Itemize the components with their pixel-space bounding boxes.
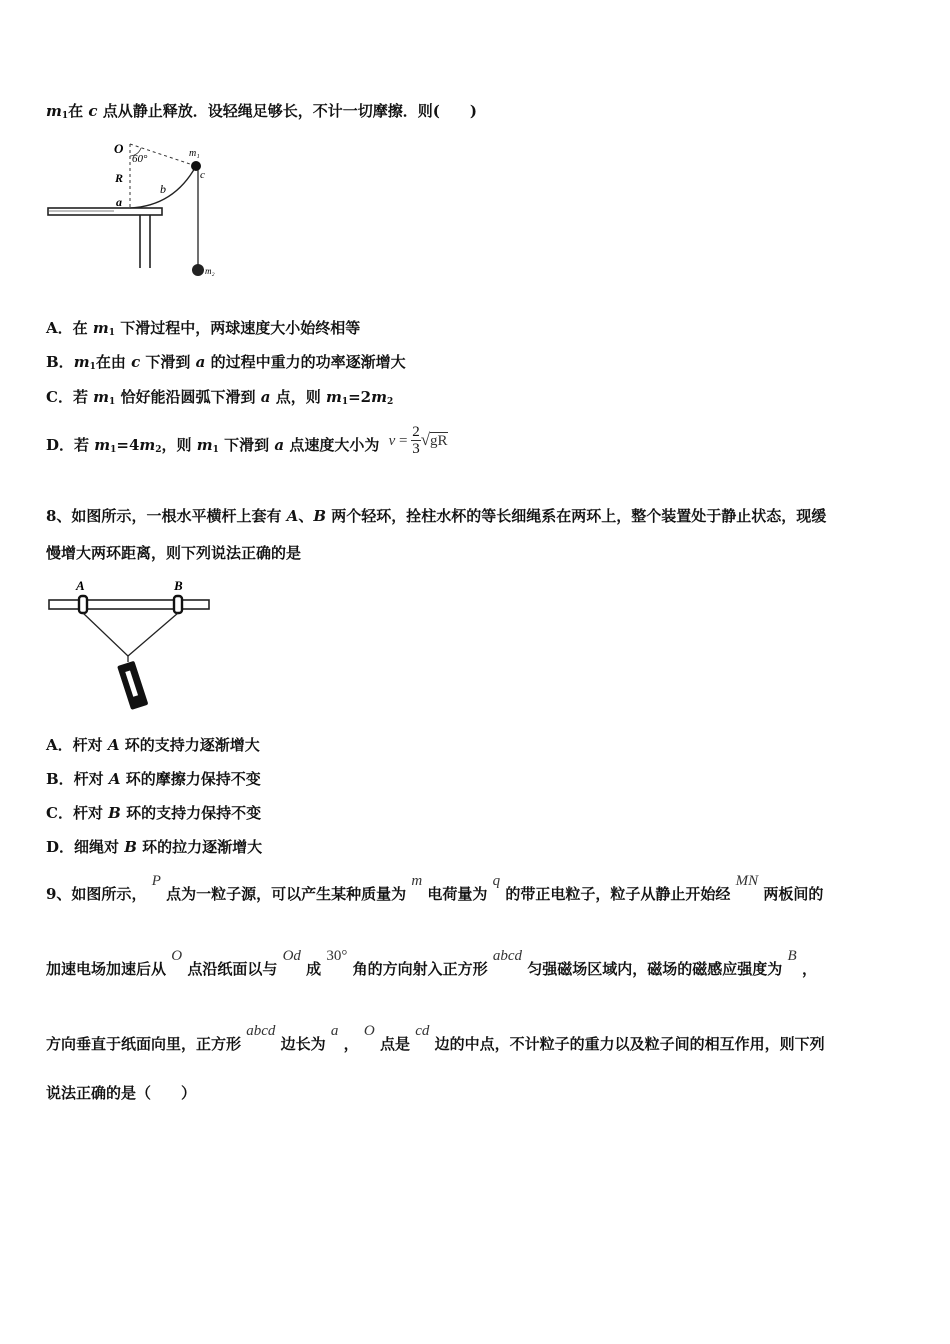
label-b: b (160, 182, 166, 196)
ring-b (174, 596, 182, 613)
label-R: R (115, 171, 124, 185)
ring-a (79, 596, 87, 613)
cup (117, 661, 148, 710)
q8-stem-line1: 8、如图所示，一根水平横杆上套有 A、B 两个轻环，拴柱水杯的等长细绳系在两环上，整个装置处于静止状态，现缓 (46, 507, 827, 525)
label-O: O (114, 141, 124, 156)
q7-figure (44, 136, 244, 282)
q8-option-b: B．杆对 A 环的摩擦力保持不变 (46, 770, 261, 788)
label-m2: m₂ (205, 266, 215, 276)
label-B: B (174, 578, 183, 593)
q7-option-c: C．若 $m_1$ 恰好能沿圆弧下滑到 a 点，则 $m_1=2m_2$ (46, 388, 394, 407)
q7-option-a: A．在 $m_1$ 下滑过程中，两球速度大小始终相等 (46, 319, 361, 338)
label-A: A (76, 578, 85, 593)
label-a: a (116, 195, 122, 209)
q8-stem-line2: 慢增大两环距离，则下列说法正确的是 (46, 544, 302, 562)
velocity-formula: v = $\frac{2}{3}$ √gR (388, 424, 448, 457)
fraction: $\frac{2}{3}$ (412, 424, 420, 457)
q7-option-b: B．$m_1$在由 c 下滑到 a 的过程中重力的功率逐渐增大 (46, 353, 406, 372)
q7-option-d: D．若 $m_1=4m_2$，则 $m_1$ 下滑到 a 点速度大小为 v = $\frac{2}{3}$ √gR (46, 423, 448, 472)
q9-stem-line2: 加速电场加速后从 O 点沿纸面以与 Od 成 30° 角的方向射入正方形 abcd 匀强磁场区域内，磁场的磁感应强度为 B ， (46, 948, 817, 978)
q7-intro: $m_1$在 c 点从静止释放．设轻绳足够长，不计一切摩擦．则( ) (46, 102, 477, 121)
q8-option-d: D．细绳对 B 环的拉力逐渐增大 (46, 838, 263, 856)
label-m1: m₁ (189, 148, 200, 159)
q9-stem-line3: 方向垂直于纸面向里，正方形 abcd 边长为 a ， O 点是 cd 边的中点，不计粒子的重力以及粒子间的相互作用，则下列 (46, 1023, 825, 1053)
q8-option-c: C．杆对 B 环的支持力保持不变 (46, 804, 262, 822)
label-angle: 60° (132, 153, 148, 165)
q8-figure (46, 576, 216, 716)
label-c: c (200, 169, 205, 181)
m2-ball (192, 264, 204, 276)
q8-option-a: A．杆对 A 环的支持力逐渐增大 (46, 736, 260, 754)
q9-stem-line4: 说法正确的是（ ） (46, 1084, 197, 1102)
q9-stem-line1: 9、如图所示， P 点为一粒子源，可以产生某种质量为 m 电荷量为 q 的带正电粒子，粒子从静止开始经 MN 两板间的 (46, 873, 824, 903)
